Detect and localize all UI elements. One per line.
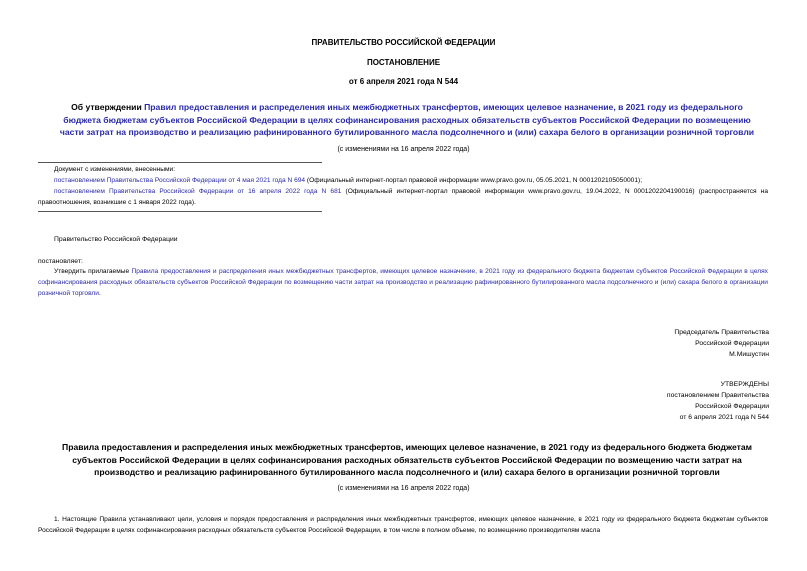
doc-date-number: от 6 апреля 2021 года N 544 bbox=[348, 77, 459, 86]
change-text-2: (Официальный интернет-портал правовой информации www.pravo.gov.ru, 19.04.2022, N 0001202204190016) (распространяется на правоотношения, возникшие с 1 января 2022 года). bbox=[38, 188, 768, 206]
change-link-2[interactable]: постановлением Правительства Российской Федерации от 16 апреля 2022 года N 681 bbox=[54, 188, 342, 195]
divider-top bbox=[38, 162, 322, 163]
change-item-2 bbox=[38, 186, 768, 208]
approved-block bbox=[667, 379, 769, 423]
changes-block bbox=[38, 164, 768, 208]
approve-suffix: . bbox=[98, 290, 101, 297]
approve-paragraph bbox=[38, 266, 768, 299]
document-title bbox=[52, 101, 762, 139]
approve-link[interactable]: Правила предоставления и распределения иных межбюджетных трансфертов, имеющих целевое назначение, в 2021 году из федерального бюджета бюджетам субъектов Российской Федерации в целях софинансирования расходных обязательств субъектов Российской Федерации по возмещению части затрат на производство и реализацию рафинированного бутилированного масла подсолнечного и (или) сахара белого в организации розничной торговли bbox=[38, 268, 768, 297]
signature-line-1: Председатель Правительства bbox=[674, 329, 769, 336]
approved-line-1: УТВЕРЖДЕНЫ bbox=[720, 381, 769, 388]
org-heading: ПРАВИТЕЛЬСТВО РОССИЙСКОЙ ФЕДЕРАЦИИ bbox=[311, 38, 496, 47]
point-1-paragraph: 1. Настоящие Правила устанавливают цели, условия и порядок предоставления и распределения иных межбюджетных трансфертов, имеющих целевое назначение, в 2021 году из федерального бюджета бюджетам субъектов Российской Федерации в целях софинансирования расходных обязательств субъектов Российской Федерации, в том числе в полном объеме, по возмещению производителям масла bbox=[38, 516, 768, 534]
rules-amendments-note: (с изменениями на 16 апреля 2022 года) bbox=[337, 485, 470, 492]
change-text-1: (Официальный интернет-портал правовой информации www.pravo.gov.ru, 05.05.2021, N 0001202105050001); bbox=[305, 177, 643, 184]
amendments-note: (с изменениями на 16 апреля 2022 года) bbox=[337, 146, 470, 153]
doc-type: ПОСТАНОВЛЕНИЕ bbox=[366, 58, 441, 67]
government-label: Правительство Российской Федерации bbox=[54, 236, 178, 243]
decrees-label: постановляет: bbox=[38, 258, 83, 265]
change-item-1 bbox=[38, 175, 768, 186]
change-link-1[interactable]: постановлением Правительства Российской Федерации от 4 мая 2021 года N 694 bbox=[54, 177, 306, 184]
approved-line-2: постановлением Правительства bbox=[666, 392, 769, 399]
approved-line-4: от 6 апреля 2021 года N 544 bbox=[679, 414, 769, 421]
approve-prefix: Утвердить прилагаемые bbox=[54, 268, 132, 275]
signature-block bbox=[674, 327, 769, 360]
changes-heading: Документ с изменениями, внесенными: bbox=[54, 166, 176, 173]
rules-title: Правила предоставления и распределения иных межбюджетных трансфертов, имеющих целевое назначение, в 2021 году из федерального бюджета бюджетам субъектов Российской Федерации в целях софинансирования расходных обязательств субъектов Российской Федерации по возмещению части затрат на производство и реализацию рафинированного бутилированного масла подсолнечного и (или) сахара белого в организации розничной торговли bbox=[62, 442, 752, 477]
signature-line-2: Российской Федерации bbox=[695, 340, 769, 347]
title-link[interactable]: Правил предоставления и распределения иных межбюджетных трансфертов, имеющих целевое назначение, в 2021 году из федерального бюджета бюджетам субъектов Российской Федерации в целях софинансирования расходных обязательств субъектов Российской Федерации по возмещению части затрат на производство и реализацию рафинированного бутилированного масла подсолнечного и (или) сахара белого в организации розничной торговли bbox=[59, 102, 755, 137]
signature-line-3: М.Мишустин bbox=[729, 351, 769, 358]
approved-line-3: Российской Федерации bbox=[695, 403, 769, 410]
divider-bottom bbox=[38, 211, 322, 212]
title-prefix: Об утверждении bbox=[71, 102, 145, 112]
